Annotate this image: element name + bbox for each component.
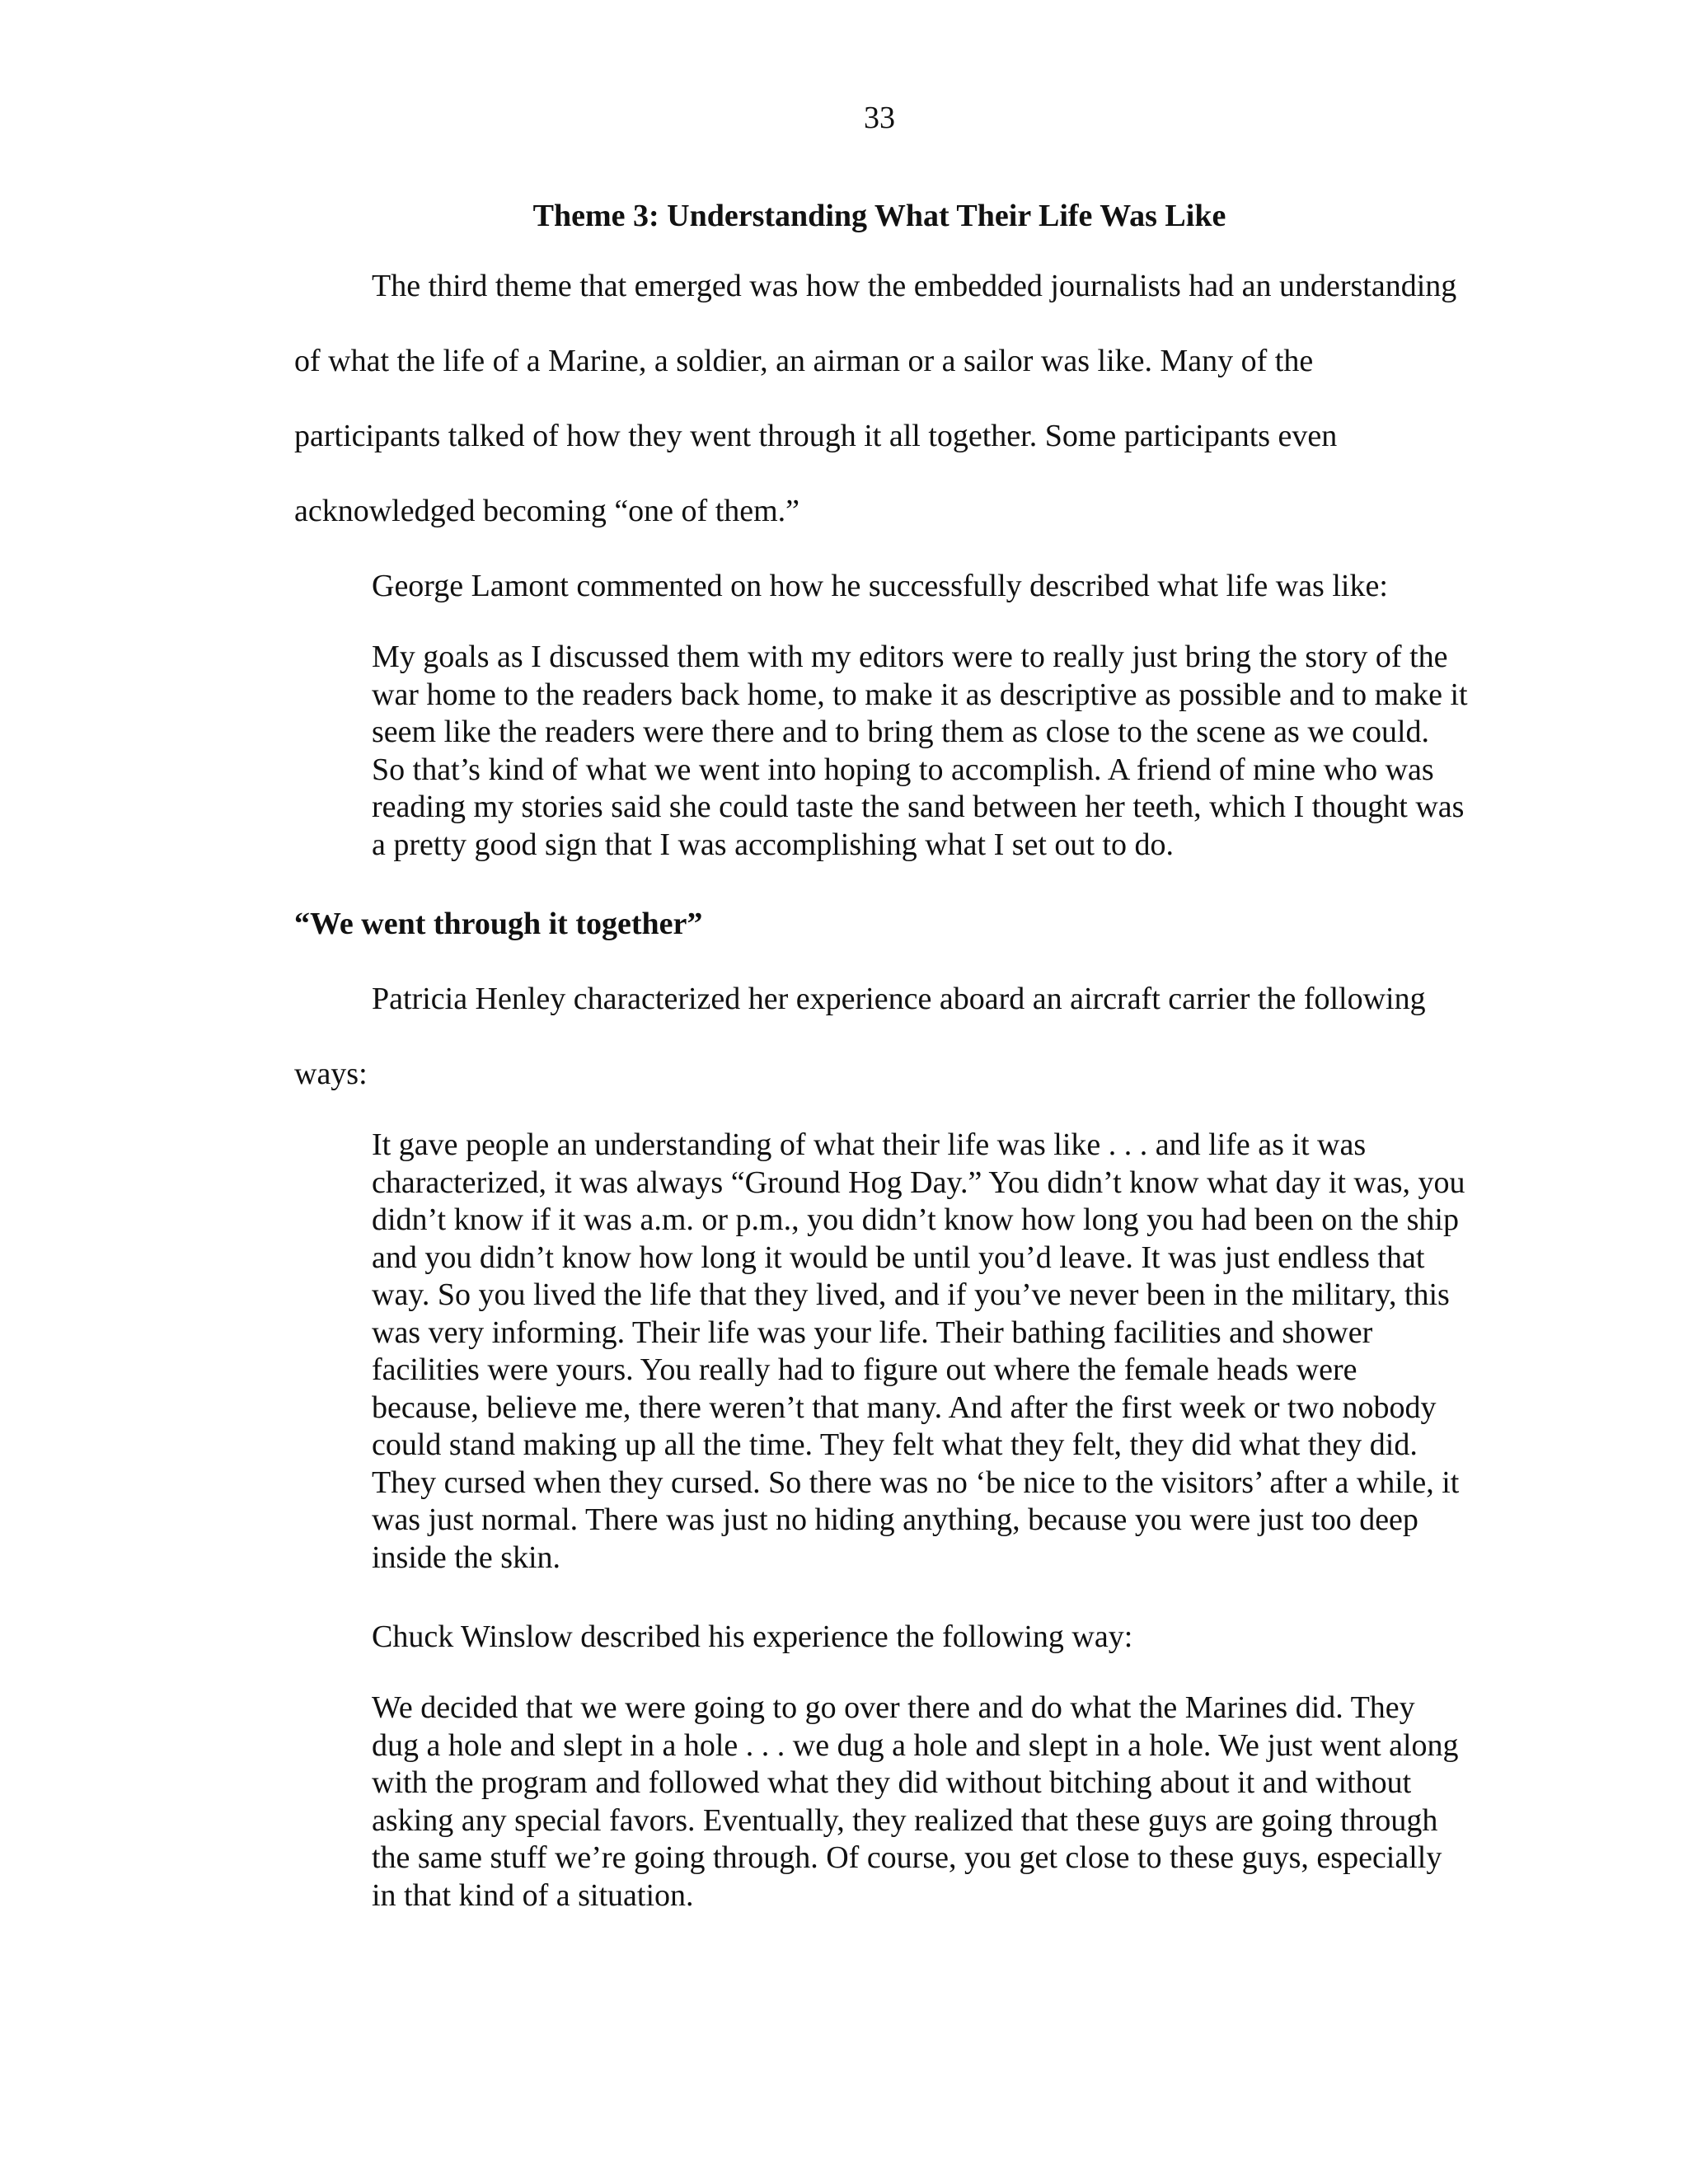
- winslow-intro: Chuck Winslow described his experience the following way:: [372, 1619, 1133, 1654]
- intro-paragraph: The third theme that emerged was how the embedded journalists had an understanding of what the life of a Marine, a soldier, an airman or a sailor was like. Many of the participants talked of how they went through it all together. Some participants even acknowledged becoming “one of them.”: [294, 269, 1457, 528]
- page-number: 33: [864, 101, 895, 135]
- winslow-block-quote: We decided that we were going to go over there and do what the Marines did. They dug a hole and slept in a hole . . . we dug a hole and slept in a hole. We just went along with the program and followed what they did without bitching about it and without asking any special favors. Eventually, they realized that these guys are going through the same stuff we’re going through. Of course, you get close to these guys, especially in that kind of a situation.: [372, 1690, 1459, 1913]
- subsection-heading: “We went through it together”: [294, 907, 703, 941]
- lamont-block-quote: My goals as I discussed them with my editors were to really just bring the story of the war home to the readers back home, to make it as descriptive as possible and to make it seem like the readers were there and to bring them as close to the scene as we could. So that’s kind of what we went into hoping to accomplish. A friend of mine who was reading my stories said she could taste the sand between her teeth, which I thought was a pretty good sign that I was accomplishing what I set out to do.: [372, 640, 1468, 862]
- section-heading: Theme 3: Understanding What Their Life Was Like: [532, 199, 1226, 233]
- page-body: [294, 191, 1468, 1938]
- henley-block-quote: It gave people an understanding of what their life was like . . . and life as it was characterized, it was always “Ground Hog Day.” You didn’t know what day it was, you didn’t know if it was a.m. or p.m., you didn’t know how long you had been on the ship and you didn’t know how long it would be until you’d leave. It was just endless that way. So you lived the life that they lived, and if you’ve never been in the military, this was very informing. Their life was your life. Their bathing facilities and shower facilities were yours. You really had to figure out where the female heads were because, believe me, there weren’t that many. And after the first week or two nobody could stand making up all the time. They felt what they felt, they did what they did. They cursed when they cursed. So there was no ‘be nice to the visitors’ after a while, it was just normal. There was just no hiding anything, because you were just too deep inside the skin.: [372, 1127, 1465, 1575]
- lamont-intro: George Lamont commented on how he successfully described what life was like:: [372, 569, 1388, 603]
- henley-intro: Patricia Henley characterized her experience aboard an aircraft carrier the following ways:: [294, 982, 1426, 1091]
